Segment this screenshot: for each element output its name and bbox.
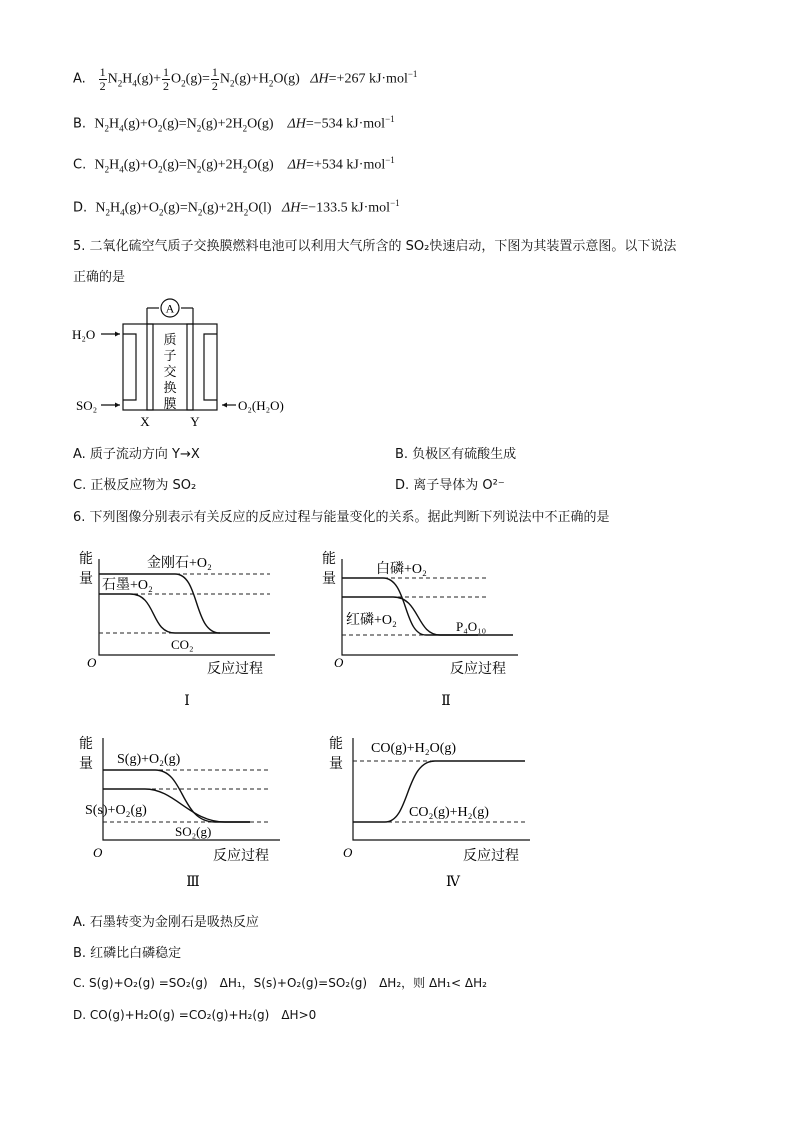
chart2-xlabel: 反应过程 bbox=[450, 662, 506, 677]
q5-stem-line2: 正确的是 bbox=[73, 270, 126, 285]
label-x: X bbox=[140, 414, 150, 429]
q5-option-d: D. 离子导体为 O²⁻ bbox=[395, 478, 505, 493]
chart2-ylabel-2: 量 bbox=[322, 572, 336, 587]
chart4-top-label: CO(g)+H₂O(g) bbox=[371, 741, 457, 756]
o2-input-label: O₂(H₂O) bbox=[238, 398, 284, 413]
chart1-xlabel: 反应过程 bbox=[207, 662, 263, 677]
q6-option-c: C. S(g)+O₂(g) =SO₂(g) ΔH₁，S(s)+O₂(g)=SO₂(g) ΔH₂，则 ΔH₁< ΔH₂ bbox=[73, 976, 487, 990]
ammeter-label: A bbox=[165, 301, 175, 316]
chart3-ylabel-2: 量 bbox=[79, 757, 93, 772]
electrode-y bbox=[187, 324, 193, 410]
chart1-mid-label: 石墨+O₂ bbox=[102, 578, 153, 593]
chart3-ylabel-1: 能 bbox=[79, 737, 93, 752]
chart1-origin: O bbox=[87, 655, 97, 670]
chart4-bottom-label: CO₂(g)+H₂(g) bbox=[409, 805, 489, 820]
chart1-top-label: 金刚石+O₂ bbox=[147, 556, 212, 571]
chart2-bottom-label: P₄O₁₀ bbox=[456, 619, 487, 634]
q6-option-a: A. 石墨转变为金刚石是吸热反应 bbox=[73, 915, 259, 930]
q4-option-a: A. $\frac{1}{2}$ $N_2H_4(g)+$ $\frac{1}{2}$ $O_2(g)=$ $\frac{1}{2}$ $N_2(g)+H_2O(g)$ ΔH=+267 kJ·mol$^{-1}$ bbox=[73, 65, 418, 93]
chart4-origin: O bbox=[343, 845, 353, 860]
membrane-char-5: 膜 bbox=[163, 396, 177, 411]
energy-chart-3 bbox=[75, 730, 290, 899]
chart3-top-label: S(g)+O₂(g) bbox=[117, 752, 181, 767]
electrode-x bbox=[147, 324, 153, 410]
q6-option-d: D. CO(g)+H₂O(g) =CO₂(g)+H₂(g) ΔH>0 bbox=[73, 1008, 317, 1022]
chart3-roman: Ⅲ bbox=[186, 875, 200, 890]
q5-option-b: B. 负极区有硫酸生成 bbox=[395, 447, 517, 462]
chart3-mid-label: S(s)+O₂(g) bbox=[85, 803, 147, 818]
q4-option-b: B. $N_2H_4(g)+O_2(g)=N_2(g)+2H_2O(g)$ ΔH=−534 kJ·mol$^{-1}$ bbox=[73, 114, 395, 134]
chart3-origin: O bbox=[93, 845, 103, 860]
energy-chart-2 bbox=[318, 545, 533, 714]
chart2-mid-label: 红磷+O₂ bbox=[346, 613, 397, 628]
chart2-origin: O bbox=[334, 655, 344, 670]
so2-input-label: SO₂ bbox=[76, 398, 98, 413]
energy-chart-4 bbox=[325, 730, 540, 899]
membrane-char-1: 质 bbox=[163, 332, 177, 347]
chart2-top-label: 白磷+O₂ bbox=[376, 562, 427, 577]
q5-option-a: A. 质子流动方向 Y→X bbox=[73, 447, 200, 462]
q6-stem: 6. 下列图像分别表示有关反应的反应过程与能量变化的关系。据此判断下列说法中不正确的是 bbox=[73, 510, 610, 525]
membrane-char-4: 换 bbox=[163, 380, 177, 395]
chart2-roman: Ⅱ bbox=[441, 694, 451, 709]
q6-option-b: B. 红磷比白磷稳定 bbox=[73, 946, 182, 961]
chart1-bottom-label: CO₂ bbox=[171, 637, 194, 652]
h2o-input-label: H₂O bbox=[72, 327, 96, 342]
membrane-char-3: 交 bbox=[163, 364, 177, 379]
q5-option-c: C. 正极反应物为 SO₂ bbox=[73, 478, 197, 493]
q5-stem-line1: 5. 二氧化硫空气质子交换膜燃料电池可以利用大气所含的 SO₂快速启动，下图为其装置示意图。以下说法 bbox=[73, 239, 677, 254]
chart1-roman: Ⅰ bbox=[184, 694, 190, 709]
chart4-ylabel-2: 量 bbox=[329, 757, 343, 772]
chart1-curve-mid bbox=[99, 594, 220, 633]
chart3-bottom-label: SO₂(g) bbox=[175, 824, 212, 839]
fuel-cell-diagram bbox=[70, 292, 310, 436]
energy-chart-1 bbox=[75, 545, 290, 714]
chart4-xlabel: 反应过程 bbox=[463, 849, 519, 864]
q4-option-d: D. $N_2H_4(g)+O_2(g)=N_2(g)+2H_2O(l)$ ΔH=−133.5 kJ·mol$^{-1}$ bbox=[73, 198, 400, 218]
q4-option-c: C. $N_2H_4(g)+O_2(g)=N_2(g)+2H_2O(g)$ ΔH=+534 kJ·mol$^{-1}$ bbox=[73, 155, 395, 175]
chart1-ylabel-1: 能 bbox=[79, 552, 93, 567]
chart2-ylabel-1: 能 bbox=[322, 552, 336, 567]
chart4-ylabel-1: 能 bbox=[329, 737, 343, 752]
chart3-xlabel: 反应过程 bbox=[213, 849, 269, 864]
chart4-roman: Ⅳ bbox=[446, 875, 460, 890]
chart1-ylabel-2: 量 bbox=[79, 572, 93, 587]
membrane-char-2: 子 bbox=[163, 348, 177, 363]
label-y: Y bbox=[190, 414, 200, 429]
